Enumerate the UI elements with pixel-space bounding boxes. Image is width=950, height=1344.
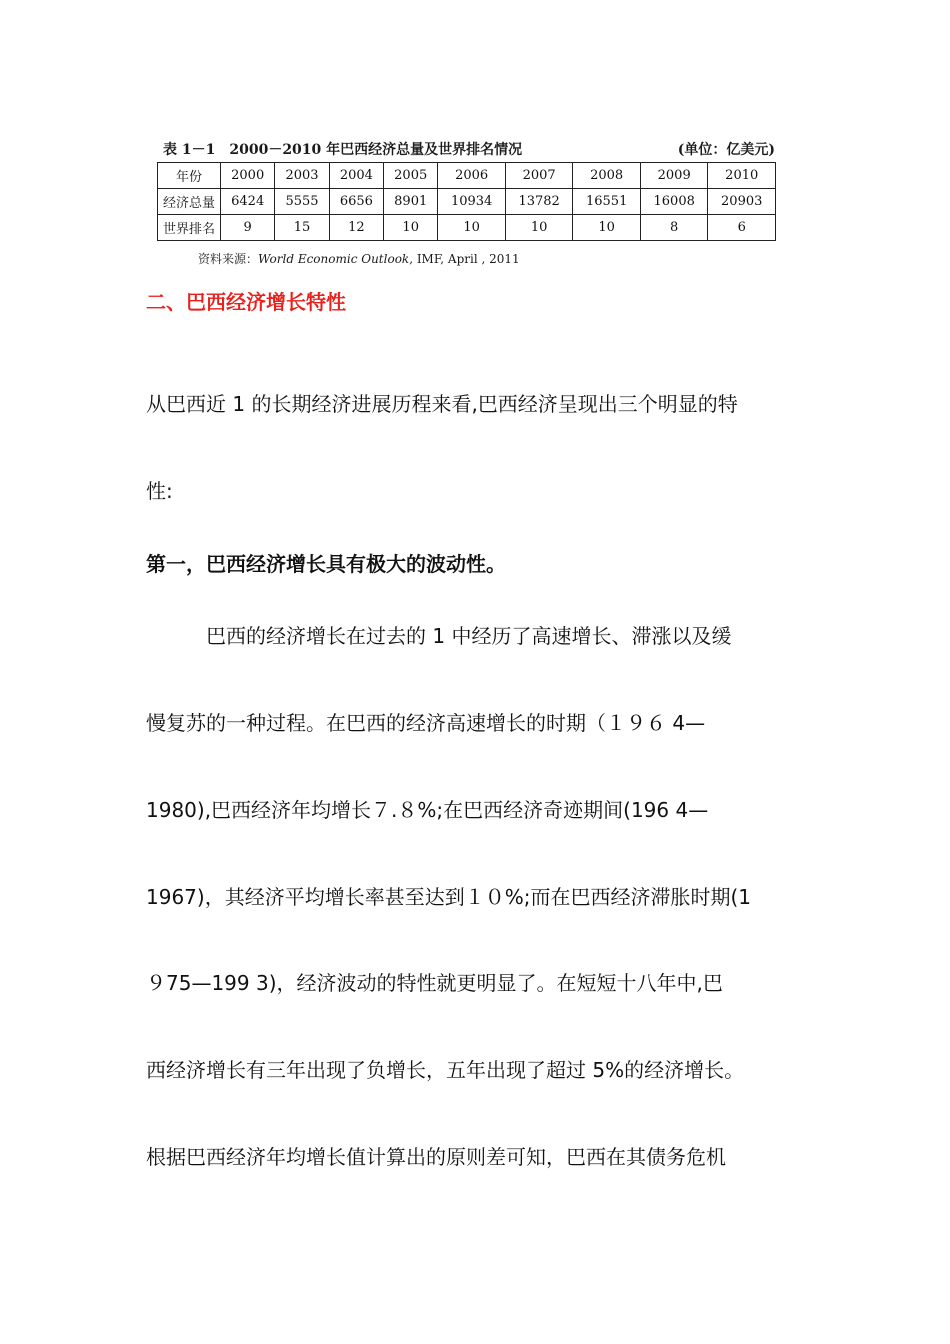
- table-header-cell: 2009: [640, 163, 708, 189]
- table-unit: (单位：亿美元): [677, 142, 775, 158]
- table-header-cell: 2005: [384, 163, 438, 189]
- paragraph-line: 巴西的经济增长在过去的 1 中经历了高速增长、滞涨以及缓: [146, 624, 732, 648]
- economy-table: [157, 162, 776, 241]
- table-cell: 20903: [708, 189, 776, 215]
- paragraph-line: 1967)，其经济平均增长率甚至达到１０%;而在巴西经济滞胀时期(1: [146, 885, 751, 909]
- source-prefix: 资料来源：: [198, 252, 259, 266]
- table-row: [158, 189, 776, 215]
- paragraph-line: 西经济增长有三年出现了负增长，五年出现了超过 5%的经济增长。: [146, 1058, 745, 1082]
- paragraph-line: 慢复苏的一种过程。在巴西的经济高速增长的时期（１９６ 4—: [146, 711, 706, 735]
- table-header-cell: 2003: [275, 163, 329, 189]
- table-row: [158, 215, 776, 241]
- table-header-row: [158, 163, 776, 189]
- paragraph-line: ９75—199 3)，经济波动的特性就更明显了。在短短十八年中,巴: [146, 971, 723, 995]
- table-cell: 13782: [505, 189, 573, 215]
- paragraph-line: 1980),巴西经济年均增长７.８%;在巴西经济奇迹期间(196 4—: [146, 798, 709, 822]
- paragraph-line: 根据巴西经济年均增长值计算出的原则差可知，巴西在其债务危机: [146, 1145, 726, 1169]
- table-title: 表 1－1 2000－2010 年巴西经济总量及世界排名情况: [163, 142, 523, 158]
- table-cell: 10: [438, 215, 506, 241]
- source-rest: , IMF, April , 2011: [409, 252, 520, 266]
- table-cell: 10: [505, 215, 573, 241]
- source-title: World Economic Outlook: [258, 252, 410, 266]
- point-heading: 第一，巴西经济增长具有极大的波动性。: [146, 552, 506, 576]
- table-source: [198, 250, 520, 267]
- table-header-cell: 2007: [505, 163, 573, 189]
- table-cell: 12: [329, 215, 383, 241]
- table-cell: 6424: [221, 189, 275, 215]
- table-header-cell: 2010: [708, 163, 776, 189]
- table-header-cell: 2006: [438, 163, 506, 189]
- table-cell: 9: [221, 215, 275, 241]
- table-cell: 5555: [275, 189, 329, 215]
- table-cell: 15: [275, 215, 329, 241]
- table-cell: 6656: [329, 189, 383, 215]
- table-header-cell: 2000: [221, 163, 275, 189]
- table-header-cell: 2008: [573, 163, 641, 189]
- table-header-cell: 年份: [158, 163, 221, 189]
- table-cell: 世界排名: [158, 215, 221, 241]
- table-cell: 16008: [640, 189, 708, 215]
- table-cell: 16551: [573, 189, 641, 215]
- table-cell: 10934: [438, 189, 506, 215]
- intro-line: 性:: [146, 479, 173, 503]
- table-cell: 经济总量: [158, 189, 221, 215]
- table-header-cell: 2004: [329, 163, 383, 189]
- table-caption: [163, 139, 775, 159]
- table-cell: 8: [640, 215, 708, 241]
- table-cell: 6: [708, 215, 776, 241]
- table-cell: 10: [384, 215, 438, 241]
- section-heading: 二、巴西经济增长特性: [146, 290, 346, 314]
- intro-line: 从巴西近 1 的长期经济进展历程来看,巴西经济呈现出三个明显的特: [146, 392, 738, 416]
- table-cell: 10: [573, 215, 641, 241]
- table-cell: 8901: [384, 189, 438, 215]
